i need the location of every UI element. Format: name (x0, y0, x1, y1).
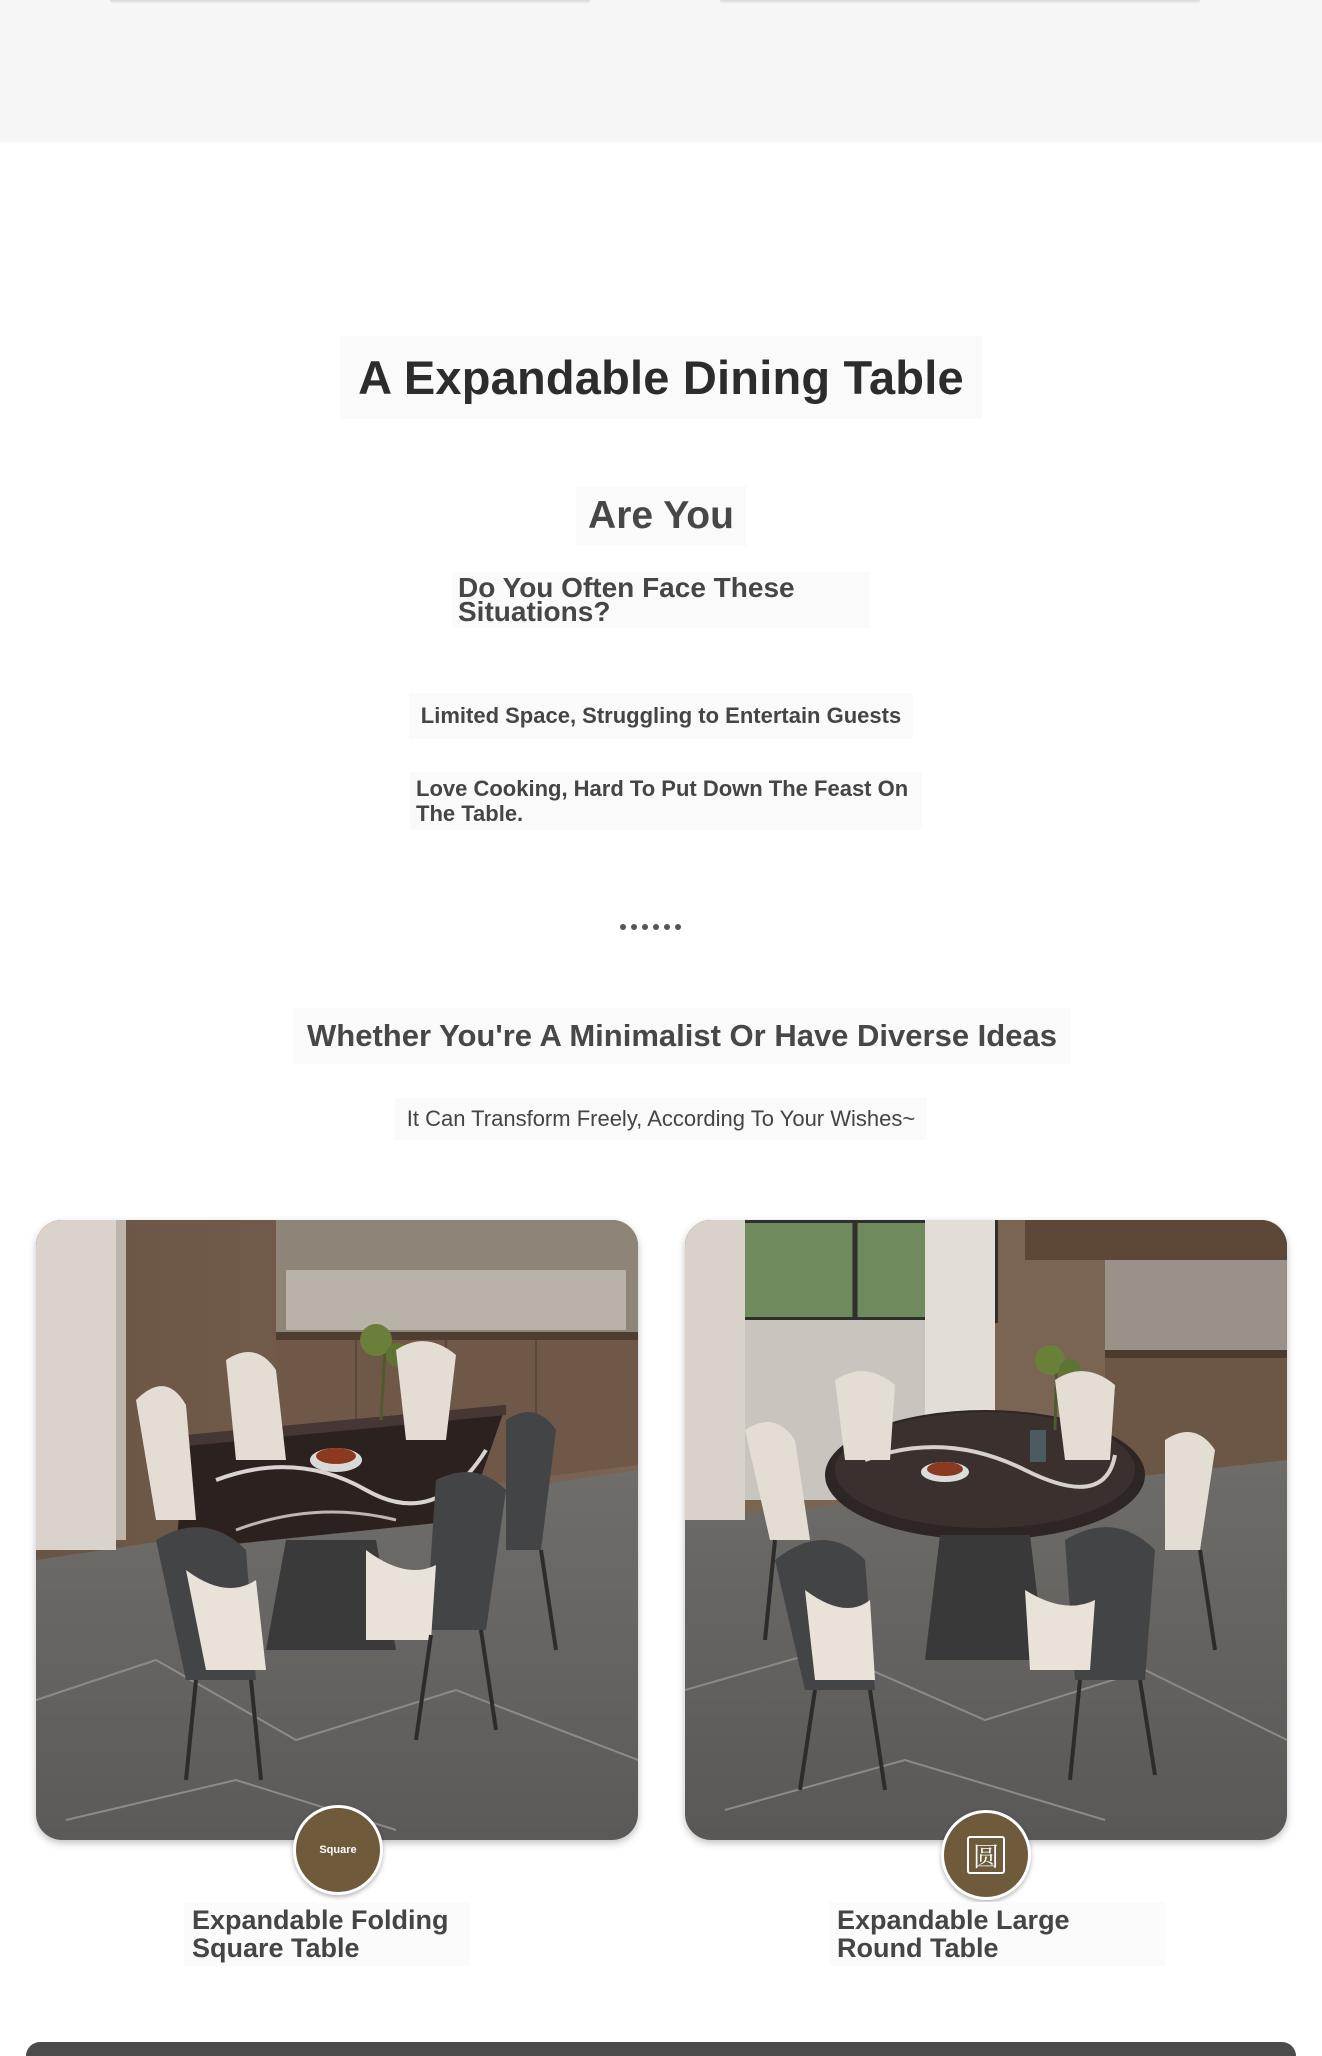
tagline-headline-row (0, 1008, 1322, 1064)
round-character-icon: 圆 (967, 1836, 1005, 1874)
round-badge[interactable] (941, 1810, 1031, 1900)
page-title: A Expandable Dining Table (340, 336, 982, 419)
round-table-image[interactable] (685, 1220, 1287, 1840)
top-band (0, 0, 1322, 142)
page-title-row (0, 336, 1322, 419)
tagline-headline: Whether You're A Minimalist Or Have Diverse Ideas (293, 1008, 1071, 1064)
situation-item: Love Cooking, Hard To Put Down The Feast On The Table. (410, 772, 922, 830)
round-table-caption: Expandable Large Round Table (829, 1902, 1165, 1966)
square-badge[interactable] (293, 1805, 383, 1895)
next-section-edge (26, 2042, 1296, 2056)
square-table-caption: Expandable Folding Square Table (184, 1902, 470, 1966)
square-table-icon: Square (319, 1844, 357, 1856)
square-table-image[interactable] (36, 1220, 638, 1840)
tagline-subline: It Can Transform Freely, According To Your Wishes~ (395, 1098, 927, 1140)
situation-item: Limited Space, Struggling to Entertain Guests (409, 693, 913, 739)
tagline-subline-row (0, 1098, 1322, 1140)
previous-card-shadow (110, 0, 590, 4)
ellipsis-dots (620, 924, 681, 930)
previous-card-shadow (720, 0, 1200, 4)
situation-row-1 (0, 693, 1322, 739)
are-you-row (0, 486, 1322, 546)
are-you-heading: Are You (576, 486, 746, 546)
situations-question: Do You Often Face These Situations? (452, 572, 869, 628)
